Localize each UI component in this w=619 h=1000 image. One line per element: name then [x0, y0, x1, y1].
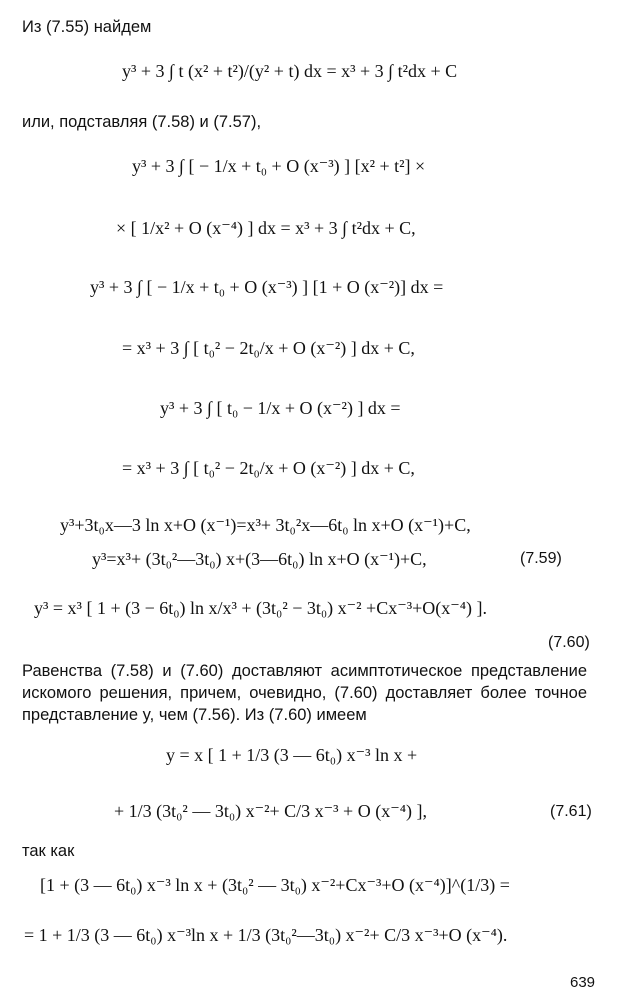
equation-number: (7.59) — [520, 550, 562, 567]
text-line: так как — [22, 842, 75, 860]
equation-line: y³ + 3 ∫ [ − 1/x + t₀ + O (x⁻³) ] [1 + O (x⁻²)] dx = — [90, 277, 444, 297]
equation-line: y³ + 3 ∫ [ t₀ − 1/x + O (x⁻²) ] dx = — [160, 398, 401, 418]
equation-line: = 1 + 1/3 (3 — 6t₀) x⁻³ln x + 1/3 (3t₀²—3t₀) x⁻²+ C/3 x⁻³+O (x⁻⁴). — [24, 925, 508, 945]
paragraph: Равенства (7.58) и (7.60) доставляют асимптотическое представление искомого решения, причем, очевидно, (7.60) доставляет более точное представление y, чем (7.56). Из (7.60) имеем — [22, 662, 587, 724]
equation-number: (7.60) — [548, 634, 590, 651]
equation-line: y³=x³+ (3t₀²—3t₀) x+(3—6t₀) ln x+O (x⁻¹)+C, — [92, 549, 427, 569]
equation-line: y³+3t₀x—3 ln x+O (x⁻¹)=x³+ 3t₀²x—6t₀ ln x+O (x⁻¹)+C, — [60, 515, 471, 535]
equation-line: = x³ + 3 ∫ [ t₀² − 2t₀/x + O (x⁻²) ] dx + C, — [122, 458, 415, 478]
equation-line: y³ + 3 ∫ t (x² + t²)/(y² + t) dx = x³ + 3 ∫ t²dx + C — [122, 61, 458, 81]
equation-line: × [ 1/x² + O (x⁻⁴) ] dx = x³ + 3 ∫ t²dx + C, — [116, 218, 416, 238]
equation-line: = x³ + 3 ∫ [ t₀² − 2t₀/x + O (x⁻²) ] dx + C, — [122, 338, 415, 358]
text-line: или, подставляя (7.58) и (7.57), — [22, 113, 262, 131]
text-line: Из (7.55) найдем — [22, 18, 152, 36]
equation-line: y = x [ 1 + 1/3 (3 — 6t₀) x⁻³ ln x + — [166, 745, 418, 765]
equation-line: y³ + 3 ∫ [ − 1/x + t₀ + O (x⁻³) ] [x² + t²] × — [132, 156, 426, 176]
equation-line: [1 + (3 — 6t₀) x⁻³ ln x + (3t₀² — 3t₀) x⁻²+Cx⁻³+O (x⁻⁴)]^(1/3) = — [40, 875, 510, 895]
page-number: 639 — [570, 974, 596, 991]
equation-line: y³ = x³ [ 1 + (3 − 6t₀) ln x/x³ + (3t₀² − 3t₀) x⁻² +Cx⁻³+O(x⁻⁴) ]. — [34, 598, 488, 618]
equation-number: (7.61) — [550, 803, 592, 820]
equation-line: + 1/3 (3t₀² — 3t₀) x⁻²+ C/3 x⁻³ + O (x⁻⁴) ], — [114, 801, 427, 821]
